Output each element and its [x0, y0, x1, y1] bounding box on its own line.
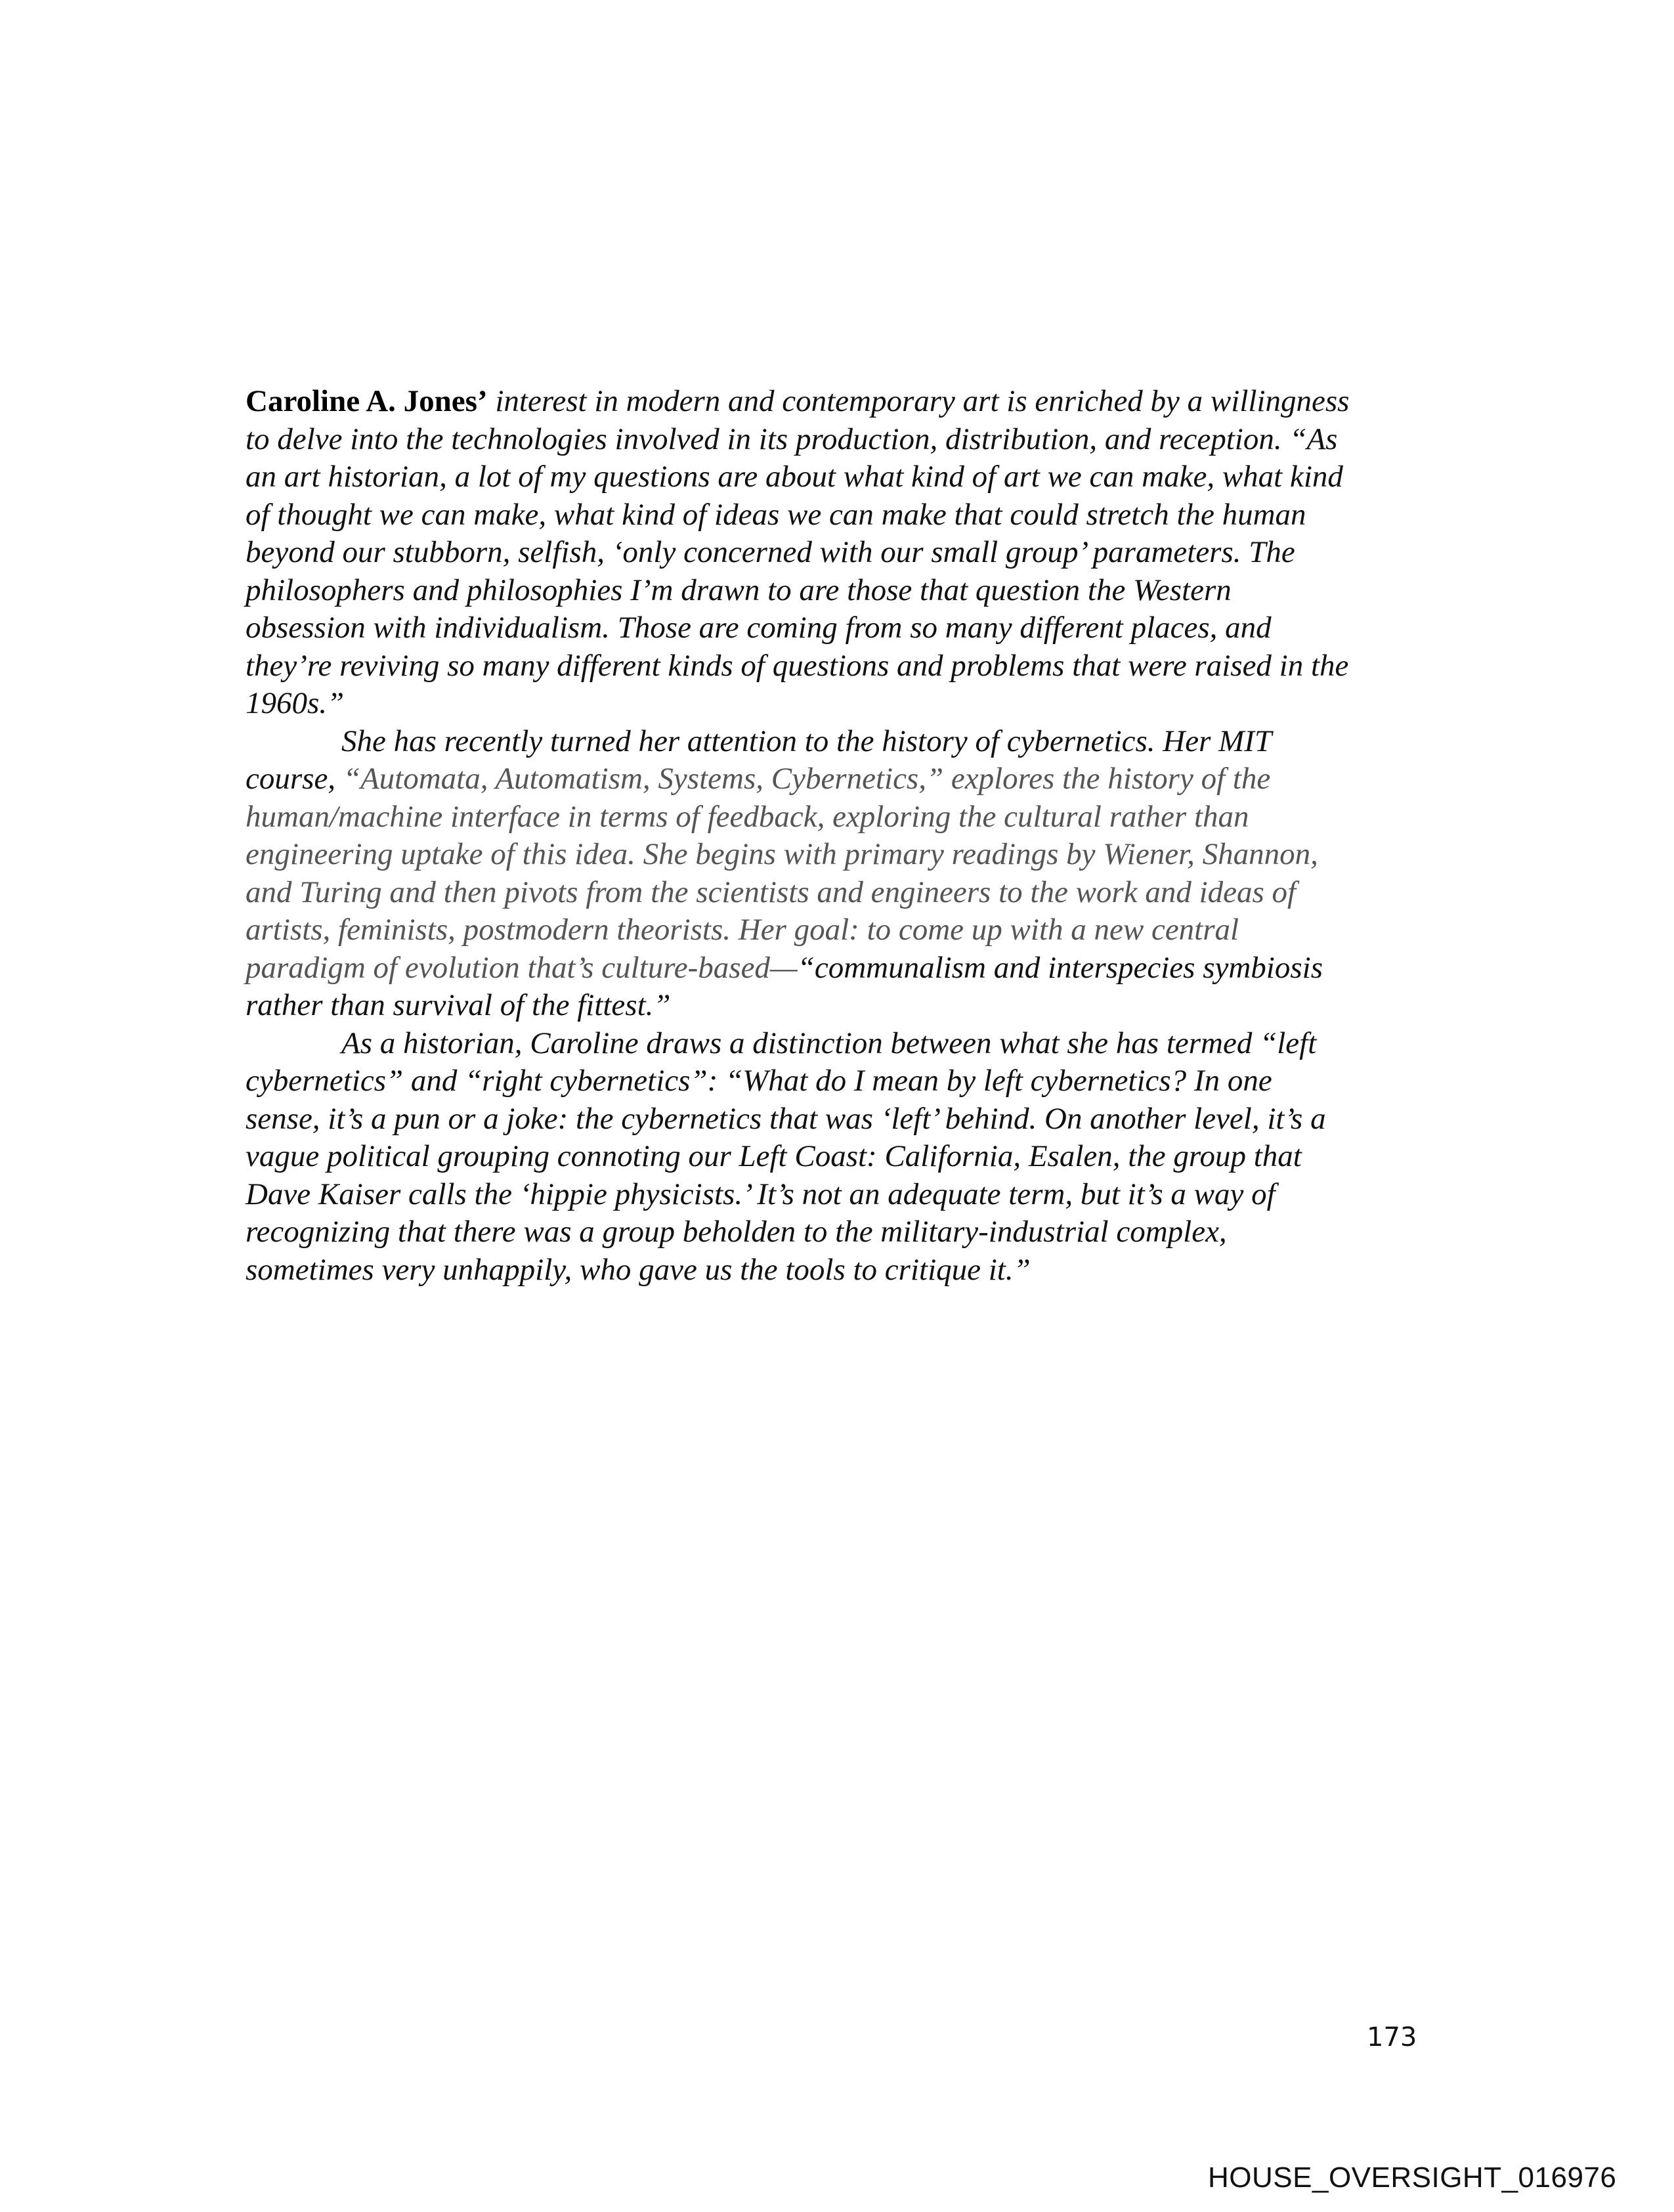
paragraph-3-line-6: recognizing that there was a group beholden to the military-industrial complex,: [246, 1215, 1227, 1249]
paragraph-3-line-7: sometimes very unhappily, who gave us the tools to critique it.”: [246, 1252, 1031, 1287]
paragraph-2-line-7: [246, 949, 1421, 987]
paragraph-1-line-4: of thought we can make, what kind of ideas we can make that could stretch the human: [246, 497, 1306, 532]
paragraph-3-line-3: sense, it’s a pun or a joke: the cybernetics that was ‘left’ behind. On another level, it’s a: [246, 1101, 1326, 1136]
paragraph-2-line-5: and Turing and then pivots from the scientists and engineers to the work and ideas of: [246, 875, 1297, 909]
paragraph-1-line-9: 1960s.”: [246, 686, 345, 720]
paragraph-1-line-2: to delve into the technologies involved in its production, distribution, and reception. “As: [246, 422, 1338, 456]
bates-number: HOUSE_OVERSIGHT_016976: [1208, 2161, 1617, 2194]
paragraph-2-line-6: artists, feminists, postmodern theorists. Her goal: to come up with a new central: [246, 913, 1239, 947]
paragraph-2-line-3: human/machine interface in terms of feedback, exploring the cultural rather than: [246, 799, 1249, 834]
paragraph-1-line-3: an art historian, a lot of my questions are about what kind of art we can make, what kind: [246, 460, 1343, 494]
paragraph-2-line-7-dark: “communalism and interspecies symbiosis: [797, 950, 1323, 985]
body-text: [246, 383, 1421, 1289]
paragraph-2-line-8: rather than survival of the fittest.”: [246, 988, 671, 1022]
paragraph-3-line-4: vague political grouping connoting our Left Coast: California, Esalen, the group that: [246, 1139, 1302, 1173]
paragraph-2-line-2: [246, 760, 1421, 798]
page-number: 173: [1367, 2022, 1417, 2052]
paragraph-2-line-2-dark: course,: [246, 762, 343, 796]
paragraph-2-line-7-gray: paradigm of evolution that’s culture-based—: [246, 950, 798, 985]
paragraph-3-line-1: As a historian, Caroline draws a distinction between what she has termed “left: [341, 1026, 1317, 1060]
course-title-text: “Automata, Automatism, Systems, Cybernetics,” explores the history of the: [343, 762, 1271, 796]
paragraph-3-line-2: cybernetics” and “right cybernetics”: “What do I mean by left cybernetics? In one: [246, 1064, 1272, 1098]
paragraph-1-line-8: they’re reviving so many different kinds of questions and problems that were raised in the: [246, 648, 1349, 683]
subject-name: Caroline A. Jones’: [246, 384, 488, 418]
paragraph-1-line-7: obsession with individualism. Those are coming from so many different places, and: [246, 611, 1272, 645]
paragraph-3-line-5: Dave Kaiser calls the ‘hippie physicists.’ It’s not an adequate term, but it’s a way of: [246, 1177, 1276, 1211]
paragraph-1-line-6: philosophers and philosophies I’m drawn to are those that question the Western: [246, 573, 1232, 607]
paragraph-1-line-1: [246, 383, 1421, 421]
paragraph-1-line-1-text: interest in modern and contemporary art is enriched by a willingness: [487, 384, 1350, 418]
paragraph-2-line-4: engineering uptake of this idea. She begins with primary readings by Wiener, Shannon,: [246, 837, 1318, 871]
paragraph-1-line-5: beyond our stubborn, selfish, ‘only concerned with our small group’ parameters. The: [246, 535, 1295, 569]
paragraph-2-line-1: She has recently turned her attention to the history of cybernetics. Her MIT: [341, 724, 1272, 758]
